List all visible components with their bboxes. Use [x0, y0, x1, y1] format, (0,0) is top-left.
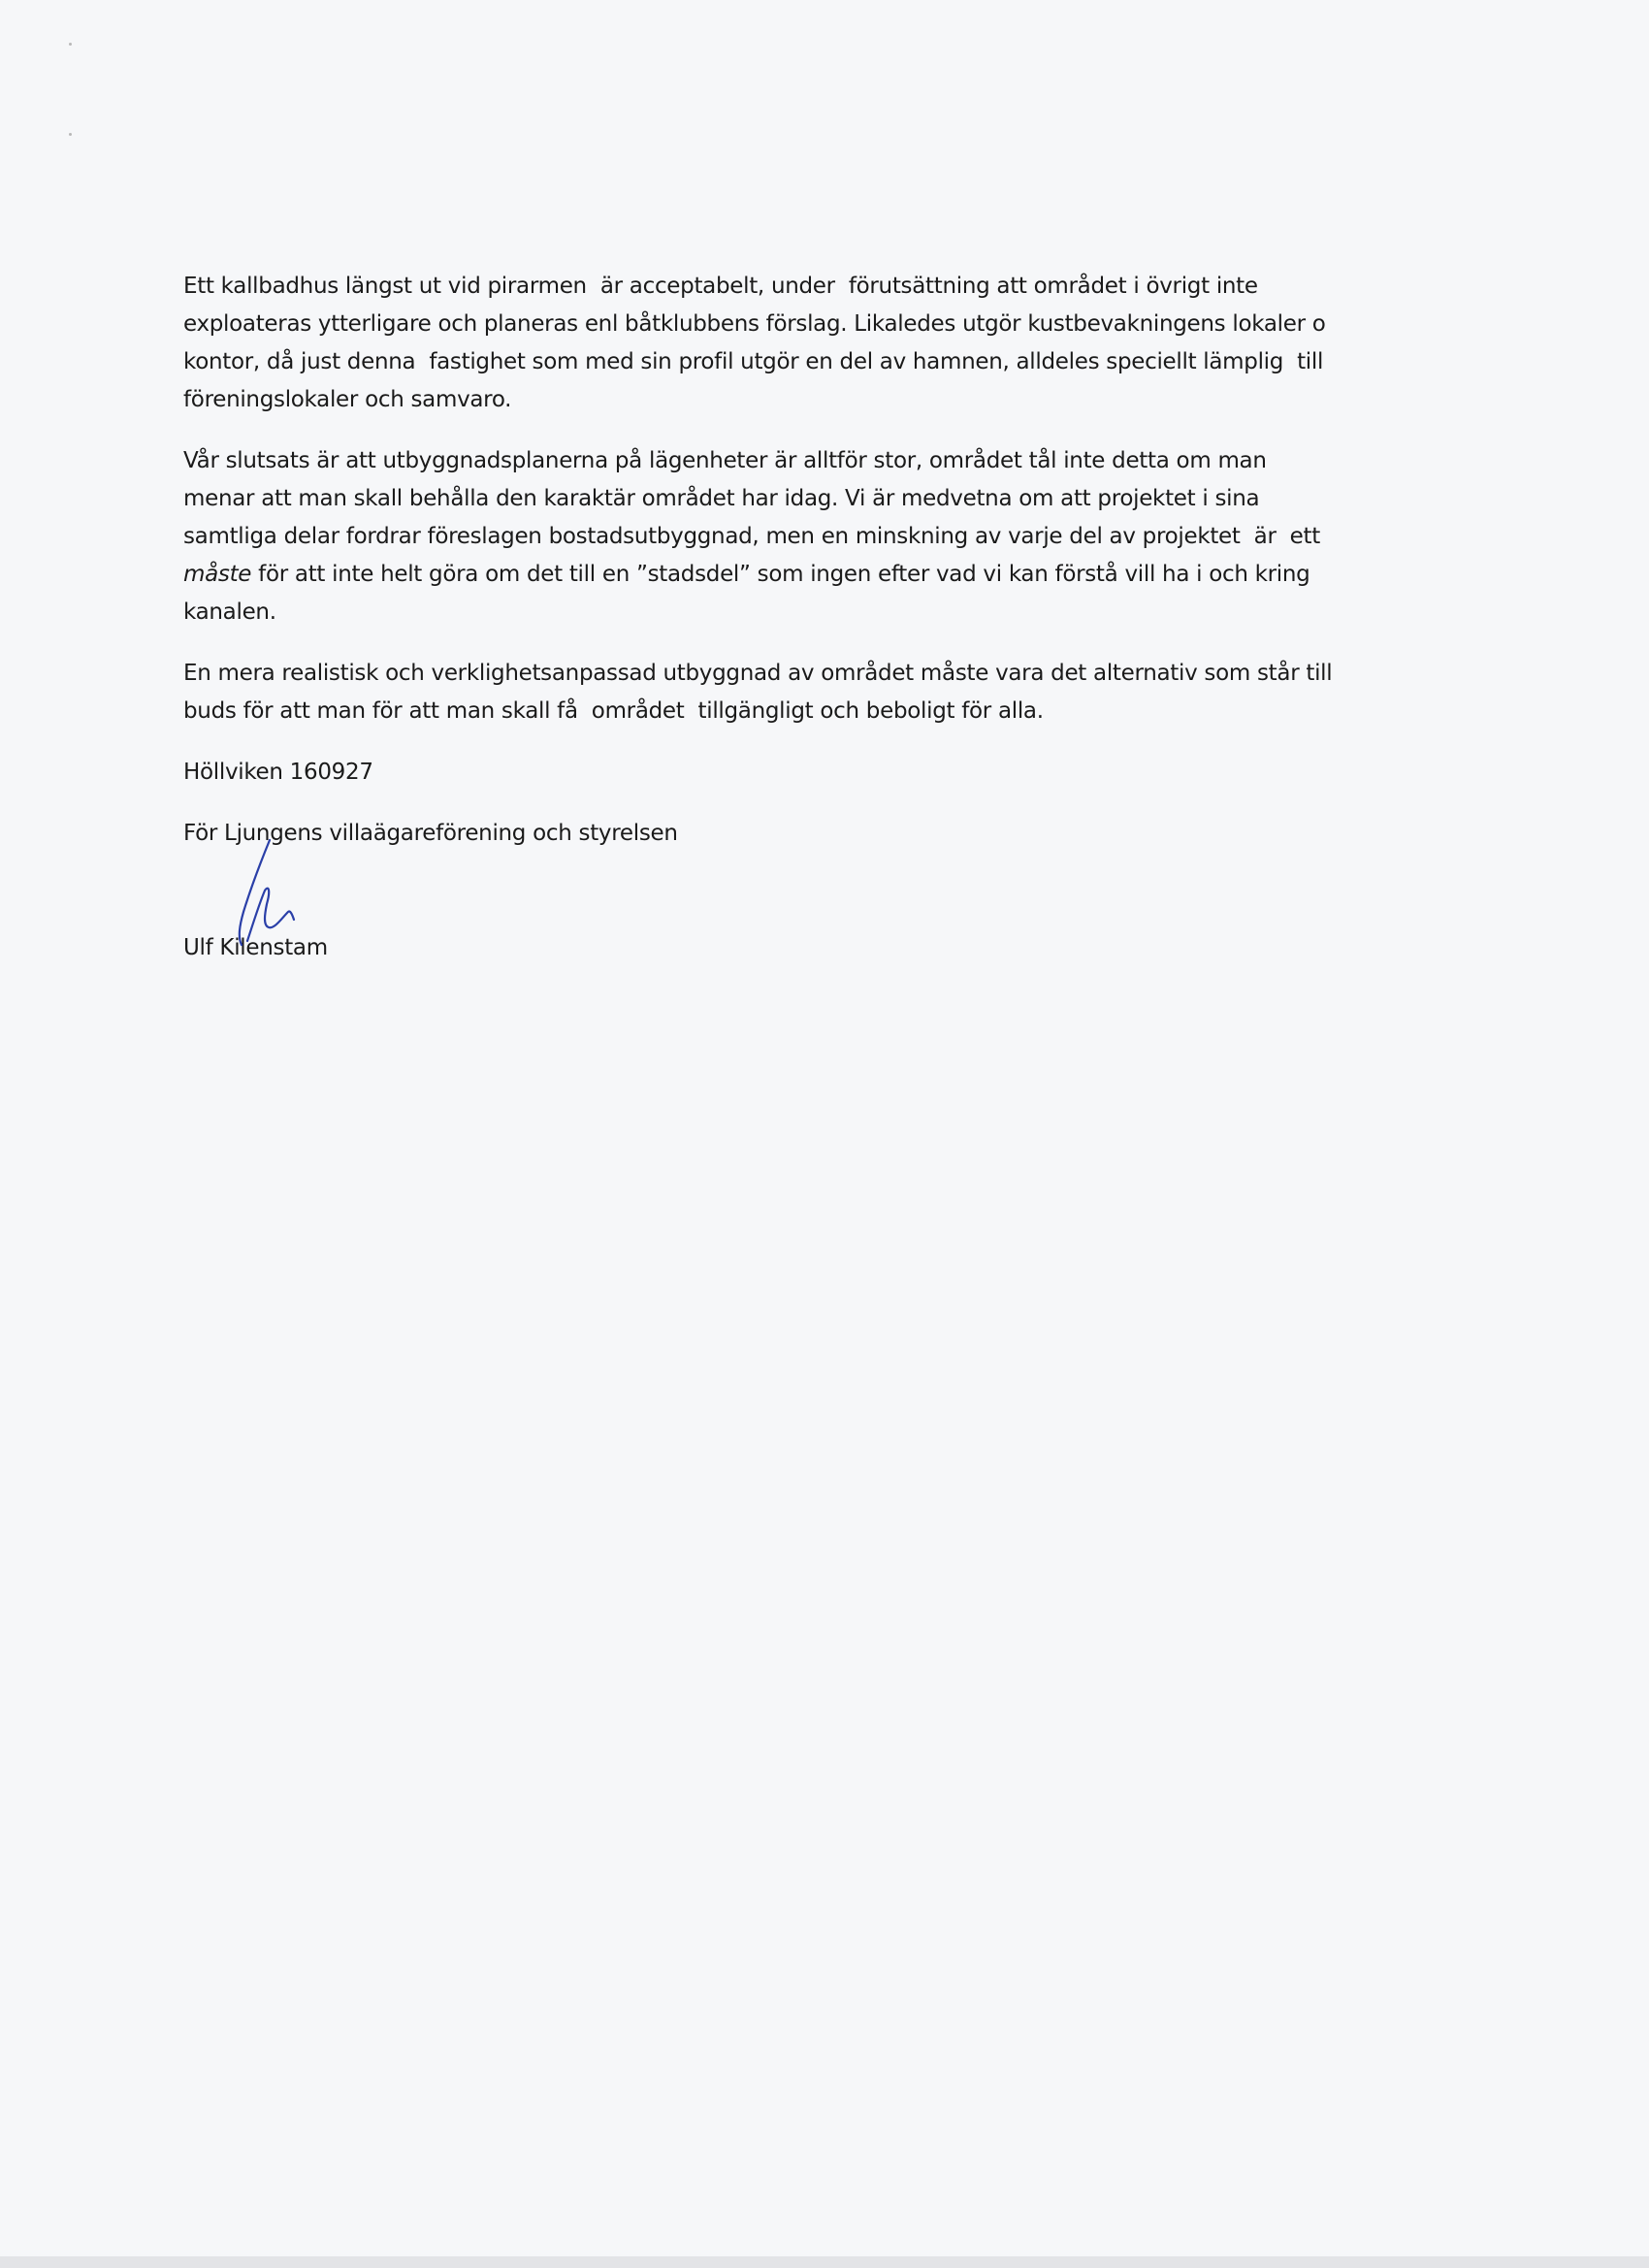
paragraph-line: En mera realistisk och verklighetsanpassad utbyggnad av området måste vara det alternativ som står till: [183, 661, 1333, 686]
paragraph-line: Ett kallbadhus längst ut vid pirarmen är acceptabelt, under förutsättning att området i övrigt inte: [183, 274, 1258, 299]
paragraph-line: föreningslokaler och samvaro.: [183, 387, 512, 412]
signatory-name: Ulf Kilenstam: [183, 935, 328, 960]
letter-body: [183, 268, 1425, 876]
paragraph-line: exploateras ytterligare och planeras enl båtklubbens förslag. Likaledes utgör kustbevakningens lokaler o: [183, 311, 1326, 337]
place-date: Höllviken 160927: [183, 760, 373, 785]
paragraph-line: buds för att man för att man skall få området tillgängligt och beboligt för alla.: [183, 698, 1044, 724]
paragraph-kallbadhus: [183, 268, 1425, 419]
paragraph-line: [183, 556, 1425, 594]
paragraph-slutsats: [183, 442, 1425, 632]
scan-bottom-edge: [0, 2256, 1649, 2268]
paragraph-line-rest: för att inte helt göra om det till en ”stadsdel” som ingen efter vad vi kan förstå vill ha i och kring: [251, 562, 1310, 587]
paragraph-line: Vår slutsats är att utbyggnadsplanerna på lägenheter är alltför stor, området tål inte detta om man: [183, 448, 1267, 473]
paragraph-line: kontor, då just denna fastighet som med sin profil utgör en del av hamnen, alldeles speciellt lämplig till: [183, 349, 1324, 374]
paragraph-line: menar att man skall behålla den karaktär området har idag. Vi är medvetna om att projektet i sina: [183, 486, 1260, 511]
handwritten-signature: [218, 836, 325, 953]
scan-speck: [69, 43, 72, 46]
italic-emphasis: måste: [183, 562, 252, 587]
paragraph-realistisk: [183, 655, 1425, 730]
paragraph-line: kanalen.: [183, 599, 276, 625]
scan-speck: [69, 133, 72, 136]
paragraph-line: samtliga delar fordrar föreslagen bostadsutbyggnad, men en minskning av varje del av projektet är ett: [183, 524, 1320, 549]
on-behalf-line: För Ljungens villaägareförening och styrelsen: [183, 821, 678, 846]
